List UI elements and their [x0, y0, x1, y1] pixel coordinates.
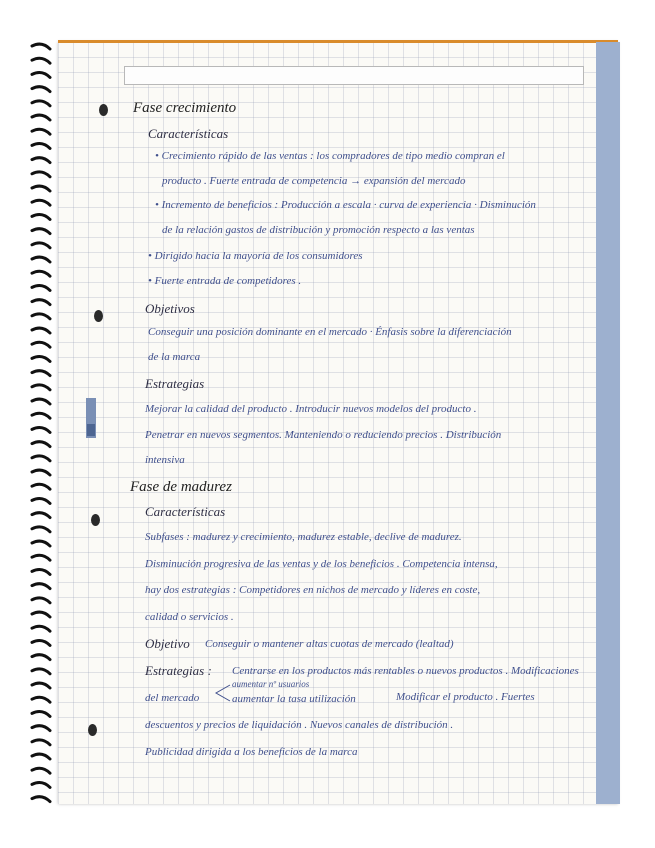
spiral-binding — [28, 40, 54, 810]
punch-hole — [99, 104, 108, 116]
note-line: Penetrar en nuevos segmentos. Manteniendo o reduciendo precios . Distribución — [145, 429, 502, 441]
note-line: • Crecimiento rápido de las ventas : los compradores de tipo medio compran el — [155, 150, 505, 162]
punch-hole — [91, 514, 100, 526]
bracket-arrow — [212, 682, 232, 704]
note-line: • Incremento de beneficios : Producción a escala · curva de experiencia · Disminución — [155, 199, 536, 211]
note-line: Subfases : madurez y crecimiento, madurez estable, declive de madurez. — [145, 531, 462, 543]
note-line: Centrarse en los productos más rentables o nuevos productos . Modificaciones — [232, 665, 579, 677]
note-line: Disminución progresiva de las ventas y de los beneficios . Competencia intensa, — [145, 558, 498, 570]
label-estrategias: Estrategias — [145, 376, 205, 391]
note-line: hay dos estrategias : Competidores en nichos de mercado y líderes en coste, — [145, 584, 481, 596]
note-line: Mejorar la calidad del producto . Introducir nuevos modelos del producto . — [145, 403, 477, 415]
note-line: Conseguir o mantener altas cuotas de mercado (lealtad) — [205, 638, 454, 650]
note-line: de la marca — [148, 351, 201, 363]
note-line: Modificar el producto . Fuertes — [396, 691, 535, 703]
note-line: calidad o servicios . — [145, 611, 234, 623]
section-title-crecimiento: Fase crecimiento — [133, 100, 237, 116]
note-line: • Fuerte entrada de competidores . — [148, 275, 302, 287]
label-caracteristicas: Características — [145, 504, 226, 519]
page-margin-strip — [596, 42, 620, 804]
note-line: del mercado — [145, 692, 200, 704]
note-line: Publicidad dirigida a los beneficios de la marca — [145, 746, 358, 758]
note-line: descuentos y precios de liquidación . Nuevos canales de distribución . — [145, 719, 454, 731]
note-line: intensiva — [145, 454, 185, 466]
section-title-madurez: Fase de madurez — [130, 479, 232, 495]
note-line: de la relación gastos de distribución y promoción respecto a las ventas — [162, 224, 475, 236]
label-caracteristicas: Características — [148, 126, 229, 141]
note-line: • Dirigido hacia la mayoría de los consumidores — [148, 250, 363, 262]
note-line: producto . Fuerte entrada de competencia → expansión del mercado — [162, 175, 466, 187]
label-objetivos: Objetivos — [145, 301, 195, 316]
page-header-box — [124, 66, 584, 85]
label-objetivo: Objetivo — [145, 636, 190, 651]
punch-hole — [94, 310, 103, 322]
note-line: Conseguir una posición dominante en el mercado · Énfasis sobre la diferenciación — [148, 326, 512, 338]
note-branch: aumentar nº usuarios — [232, 679, 310, 689]
label-estrategias: Estrategias : — [145, 663, 212, 678]
page-top-edge — [58, 40, 618, 43]
notebook-brand-logo — [86, 398, 96, 438]
punch-hole — [88, 724, 97, 736]
note-branch: aumentar la tasa utilización — [232, 693, 356, 705]
